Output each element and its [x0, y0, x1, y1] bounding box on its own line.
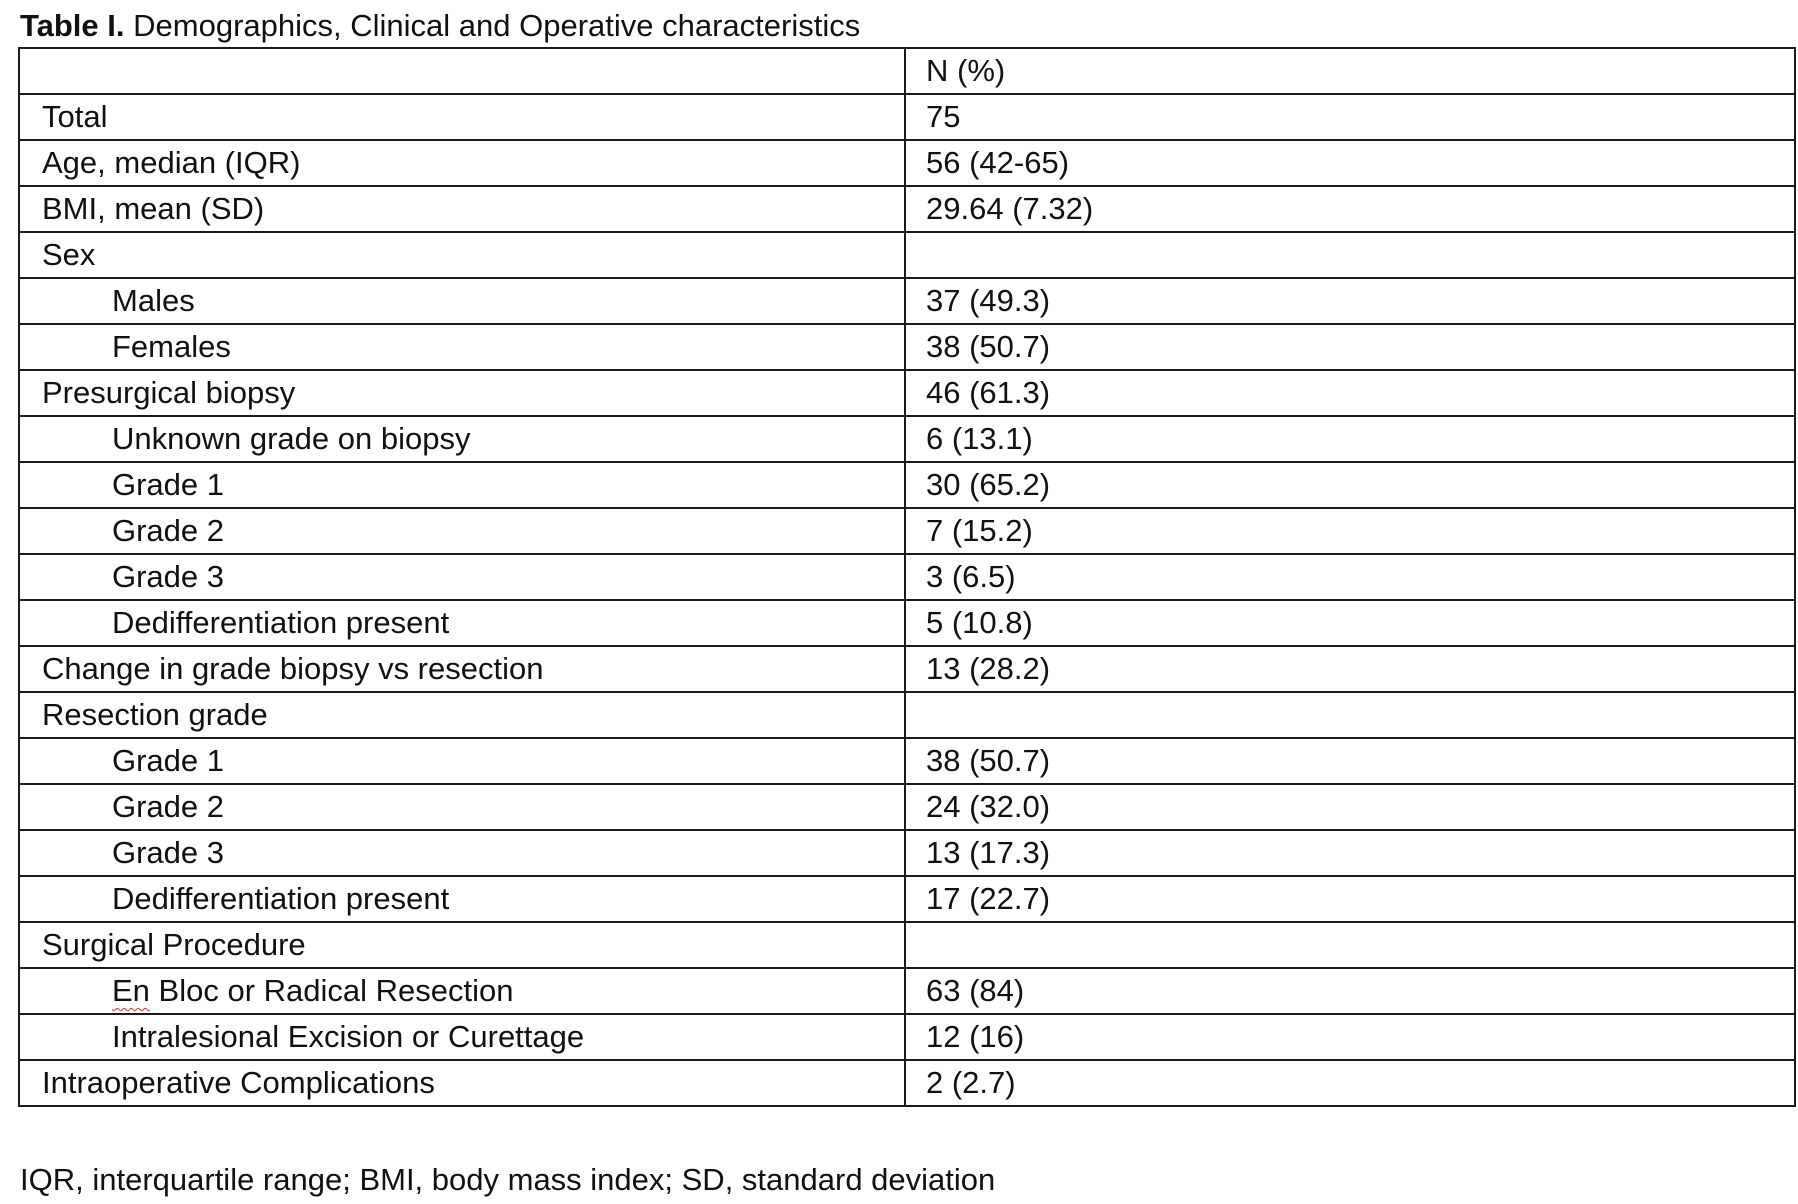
table-row	[19, 324, 1795, 370]
row-label: Grade 3	[19, 554, 905, 600]
row-label: Dedifferentiation present	[19, 600, 905, 646]
row-value: 63 (84)	[905, 968, 1795, 1014]
row-label: Presurgical biopsy	[19, 370, 905, 416]
row-label: Surgical Procedure	[19, 922, 905, 968]
row-label: Intraoperative Complications	[19, 1060, 905, 1106]
table-row	[19, 968, 1795, 1014]
row-label: Resection grade	[19, 692, 905, 738]
row-value: 56 (42-65)	[905, 140, 1795, 186]
table-row	[19, 646, 1795, 692]
row-label: Grade 1	[19, 462, 905, 508]
table-row	[19, 186, 1795, 232]
table-row	[19, 370, 1795, 416]
row-label	[19, 968, 905, 1014]
row-value: 3 (6.5)	[905, 554, 1795, 600]
row-value: 38 (50.7)	[905, 324, 1795, 370]
row-label: Males	[19, 278, 905, 324]
row-value: 37 (49.3)	[905, 278, 1795, 324]
row-value: 13 (28.2)	[905, 646, 1795, 692]
table-row	[19, 784, 1795, 830]
row-value: 2 (2.7)	[905, 1060, 1795, 1106]
row-value: 13 (17.3)	[905, 830, 1795, 876]
row-value: 75	[905, 94, 1795, 140]
row-value: 5 (10.8)	[905, 600, 1795, 646]
table-row	[19, 876, 1795, 922]
table-row	[19, 600, 1795, 646]
row-label: Total	[19, 94, 905, 140]
table-row	[19, 554, 1795, 600]
row-value	[905, 692, 1795, 738]
table-row	[19, 462, 1795, 508]
row-label: Intralesional Excision or Curettage	[19, 1014, 905, 1060]
row-value: 29.64 (7.32)	[905, 186, 1795, 232]
row-label-rest: Bloc or Radical Resection	[149, 973, 514, 1008]
table-row	[19, 140, 1795, 186]
row-value: 12 (16)	[905, 1014, 1795, 1060]
row-label: Sex	[19, 232, 905, 278]
table-row	[19, 416, 1795, 462]
table-header-row	[19, 48, 1795, 94]
table-row	[19, 232, 1795, 278]
demographics-table	[18, 47, 1796, 1107]
table-footnote: IQR, interquartile range; BMI, body mass index; SD, standard deviation	[20, 1162, 996, 1197]
row-value: 6 (13.1)	[905, 416, 1795, 462]
header-cell-n-percent: N (%)	[905, 48, 1795, 94]
table-row	[19, 94, 1795, 140]
table-row	[19, 508, 1795, 554]
row-label: Change in grade biopsy vs resection	[19, 646, 905, 692]
table-row	[19, 1060, 1795, 1106]
row-value: 24 (32.0)	[905, 784, 1795, 830]
row-label: Age, median (IQR)	[19, 140, 905, 186]
row-label: Grade 2	[19, 508, 905, 554]
table-row	[19, 1014, 1795, 1060]
row-value: 17 (22.7)	[905, 876, 1795, 922]
table-row	[19, 738, 1795, 784]
row-value: 46 (61.3)	[905, 370, 1795, 416]
row-value: 30 (65.2)	[905, 462, 1795, 508]
table-number: Table I.	[20, 8, 125, 43]
row-label: Grade 2	[19, 784, 905, 830]
row-value: 7 (15.2)	[905, 508, 1795, 554]
table-row	[19, 278, 1795, 324]
row-label: Females	[19, 324, 905, 370]
row-value	[905, 232, 1795, 278]
row-label: Grade 3	[19, 830, 905, 876]
header-cell-label	[19, 48, 905, 94]
table-row	[19, 692, 1795, 738]
row-label: Unknown grade on biopsy	[19, 416, 905, 462]
table-title: Demographics, Clinical and Operative characteristics	[133, 8, 861, 43]
spellcheck-flagged-word: En	[112, 973, 150, 1008]
row-label: Dedifferentiation present	[19, 876, 905, 922]
row-value: 38 (50.7)	[905, 738, 1795, 784]
table-caption	[20, 4, 860, 48]
row-label: Grade 1	[19, 738, 905, 784]
row-label: BMI, mean (SD)	[19, 186, 905, 232]
table-row	[19, 830, 1795, 876]
table-row	[19, 922, 1795, 968]
row-value	[905, 922, 1795, 968]
